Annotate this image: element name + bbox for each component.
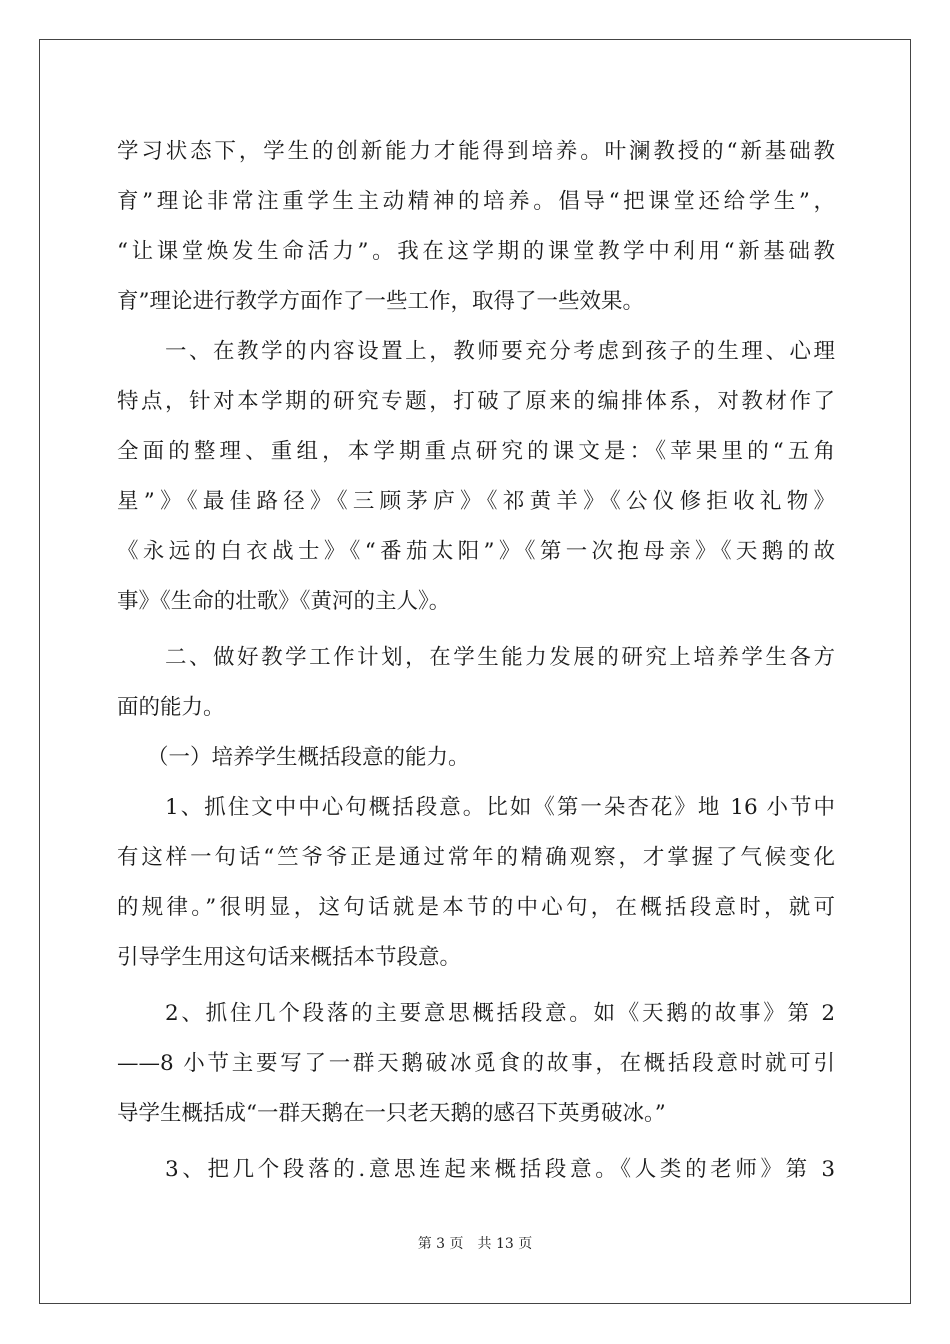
text-line: 导学生概括成“一群天鹅在一只老天鹅的感召下英勇破冰。” [117,1101,666,1126]
text-line: 育”理论非常注重学生主动精神的培养。倡导“把课堂还给学生”， [117,189,835,214]
text-line: ——8 小节主要写了一群天鹅破冰觅食的故事，在概括段意时就可引 [117,1051,835,1076]
text-line: 2、抓住几个段落的主要意思概括段意。如《天鹅的故事》第 2 [165,1001,835,1026]
text-line: 一、在教学的内容设置上，教师要充分考虑到孩子的生理、心理 [165,339,835,364]
text-line: 二、做好教学工作计划，在学生能力发展的研究上培养学生各方 [165,645,835,670]
text-line: （一）培养学生概括段意的能力。 [147,745,470,770]
text-line: 星”》《最佳路径》《三顾茅庐》《祁黄羊》《公仪修拒收礼物》 [117,489,835,514]
document-body [117,127,835,1195]
text-line: 事》《生命的壮歌》《黄河的主人》。 [117,589,451,614]
text-line: 《永远的白衣战士》《“番茄太阳”》《第一次抱母亲》《天鹅的故 [117,539,835,564]
text-line: 全面的整理、重组，本学期重点研究的课文是：《苹果里的“五角 [117,439,835,464]
text-line: 引导学生用这句话来概括本节段意。 [117,945,462,970]
text-line: 有这样一句话“竺爷爷正是通过常年的精确观察，才掌握了气候变化 [117,845,835,870]
text-line: 1、抓住文中中心句概括段意。比如《第一朵杏花》地 16 小节中 [165,795,835,820]
text-line: 3、把几个段落的.意思连起来概括段意。《人类的老师》第 3 [165,1157,835,1182]
page-number-footer: 第 3 页 共 13 页 [417,1236,533,1252]
text-line: 特点，针对本学期的研究专题，打破了原来的编排体系，对教材作了 [117,389,835,414]
text-line: 面的能力。 [117,695,225,720]
text-line: “让课堂焕发生命活力”。我在这学期的课堂教学中利用“新基础教 [117,239,835,264]
text-line: 学习状态下，学生的创新能力才能得到培养。叶澜教授的“新基础教 [117,139,835,164]
text-line: 的规律。”很明显，这句话就是本节的中心句，在概括段意时，就可 [117,895,835,920]
text-line: 育”理论进行教学方面作了一些工作，取得了一些效果。 [117,289,644,314]
